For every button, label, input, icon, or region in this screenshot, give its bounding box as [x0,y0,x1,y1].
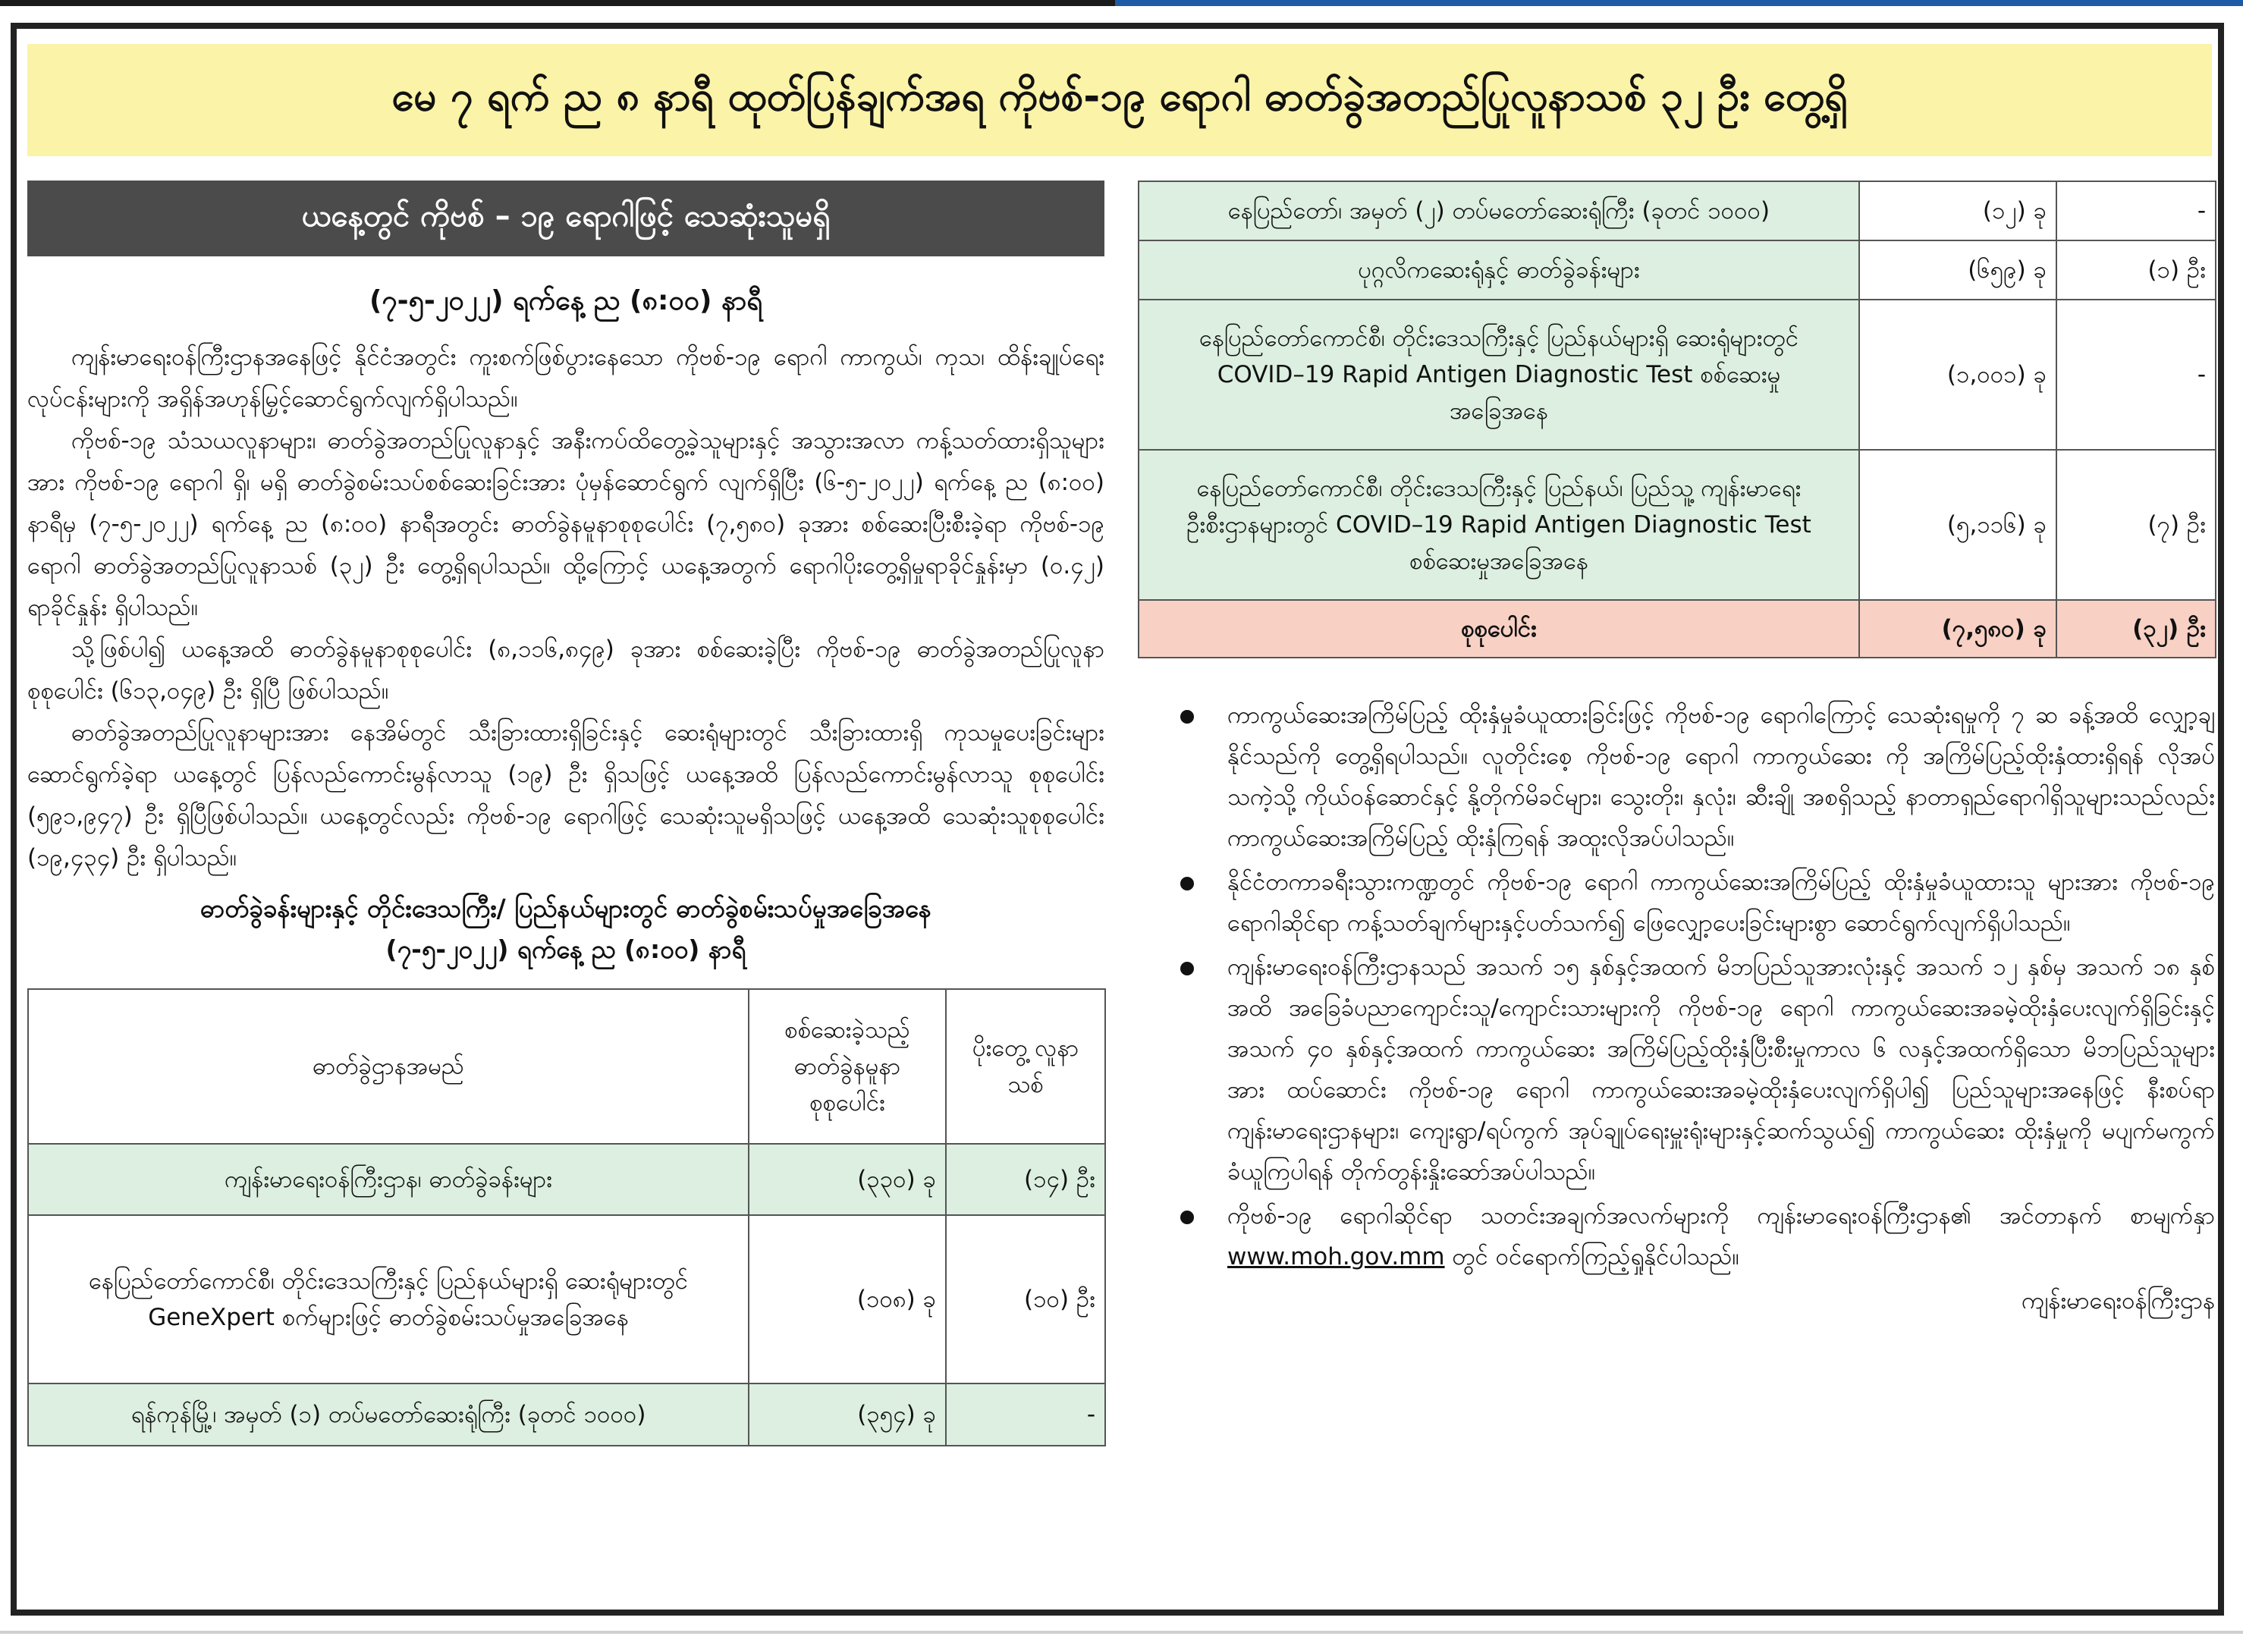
table-row [28,1215,1105,1383]
bullet-item [1138,947,2215,1192]
table-heading [27,888,1104,970]
paragraph: ဓာတ်ခွဲအတည်ပြုလူနာများအား နေအိမ်တွင် သီးခြားထားရှိခြင်းနှင့် ဆေးရုံများတွင် သီးခြားထားရှိ ကုသမှုပေးခြင်းများ ဆောင်ရွက်ခဲ့ရာ ယနေ့တွင် ပြန်လည်ကောင်းမွန်လာသူ (၁၉) ဦး ရှိသဖြင့် ယနေ့အထိ ပြန်လည်ကောင်းမွန်လာသူ စုစုပေါင်း (၅၉၁,၉၄၇) ဦး ရှိပြီဖြစ်ပါသည်။ ယနေ့တွင်လည်း ကိုဗစ်-၁၉ ရောဂါဖြင့် သေဆုံးသူမရှိသဖြင့် ယနေ့အထိ သေဆုံးသူစုစုပေါင်း (၁၉,၄၃၄) ဦး ရှိပါသည်။ [27,719,1104,872]
death-banner-text: ယနေ့တွင် ကိုဗစ် – ၁၉ ရောဂါဖြင့် သေဆုံးသူမရှိ [301,198,831,234]
table-row [1139,450,2216,600]
lab-table-right [1138,181,2216,658]
table-row [1139,240,2216,300]
samples-value: (၆၅၉) ခု [1859,240,2056,300]
lab-name: နေပြည်တော်ကောင်စီ၊ တိုင်းဒေသကြီးနှင့် ပြည်နယ်များရှိ ဆေးရုံများတွင် COVID–19 Rapid Antigen Diagnostic Test စစ်ဆေးမှုအခြေအနေ [1139,300,1859,450]
positive-value: (၁) ဦး [2056,240,2216,300]
positive-value: (၇) ဦး [2056,450,2216,600]
bullet-dot-icon [1180,962,1194,975]
total-samples: (၇,၅၈၀) ခု [1859,600,2056,658]
total-label: စုစုပေါင်း [1139,600,1859,658]
table-row [1139,300,2216,450]
paragraph: သို့ဖြစ်ပါ၍ ယနေ့အထိ ဓာတ်ခွဲနမူနာစုစုပေါင်း (၈,၁၁၆,၈၄၉) ခုအား စစ်ဆေးခဲ့ပြီး ကိုဗစ်-၁၉ ဓာတ်ခွဲအတည်ပြုလူနာ စုစုပေါင်း (၆၁၃,၀၄၉) ဦး ရှိပြီ ဖြစ်ပါသည်။ [27,636,1104,705]
table-row [28,1144,1105,1215]
bullet-dot-icon [1180,710,1194,724]
death-banner [27,181,1104,256]
bullet-dot-icon [1180,877,1194,890]
signature: ကျန်းမာရေးဝန်ကြီးဌာန [2022,1287,2215,1314]
headline: မေ ၇ ရက် ည ၈ နာရီ ထုတ်ပြန်ချက်အရ ကိုဗစ်-၁၉ ရောဂါ ဓာတ်ခွဲအတည်ပြုလူနာသစ် ၃၂ ဦး တွေ့ရှိ [391,74,1848,120]
lab-table-left [27,988,1106,1446]
table-header-row [28,989,1105,1144]
bullet-text: ကာကွယ်ဆေးအကြိမ်ပြည့် ထိုးနှံမှုခံယူထားခြင်းဖြင့် ကိုဗစ်-၁၉ ရောဂါကြောင့် သေဆုံးရမှုကို ၇ ဆ ခန့်အထိ လျှော့ချနိုင်သည်ကို တွေ့ရှိရပါသည်။ လူတိုင်းစေ့ ကိုဗစ်-၁၉ ရောဂါ ကာကွယ်ဆေး ကို အကြိမ်ပြည့်ထိုးနှံထားရှိရန် လိုအပ်သကဲ့သို့ ကိုယ်ဝန်ဆောင်နှင့် နို့တိုက်မိခင်များ၊ သွေးတိုး၊ နှလုံး၊ ဆီးချို အစရှိသည့် နာတာရှည်ရောဂါရှိသူများသည်လည်း ကာကွယ်ဆေးအကြိမ်ပြည့် ထိုးနှံကြရန် အထူးလိုအပ်ပါသည်။ [1227,702,2215,852]
lab-name: ရန်ကုန်မြို့၊ အမှတ် (၁) တပ်မတော်ဆေးရုံကြီး (ခုတင် ၁၀၀၀) [28,1383,749,1446]
table-row [28,1383,1105,1446]
bullet-list [1138,695,2215,1321]
table-heading-line2: (၇-၅-၂၀၂၂) ရက်နေ့ ည (၈:၀၀) နာရီ [385,934,746,964]
samples-value: (၃၃၀) ခု [749,1144,946,1215]
date-line: (၇-၅-၂၀၂၂) ရက်နေ့ ည (၈:၀၀) နာရီ [369,285,763,316]
moh-website-link[interactable]: www.moh.gov.mm [1227,1243,1445,1270]
table-row [1139,181,2216,240]
lab-name: နေပြည်တော်ကောင်စီ၊ တိုင်းဒေသကြီးနှင့် ပြည်နယ်၊ ပြည်သူ့ ကျန်းမာရေးဦးစီးဌာနများတွင် COVID–19 Rapid Antigen Diagnostic Test စစ်ဆေးမှုအခြေအနေ [1139,450,1859,600]
top-rule-blue [1115,0,2243,6]
bullet-text: နိုင်ငံတကာခရီးသွားကဏ္ဍတွင် ကိုဗစ်-၁၉ ရောဂါ ကာကွယ်ဆေးအကြိမ်ပြည့် ထိုးနှံမှုခံယူထားသူ များအား ကိုဗစ်-၁၉ ရောဂါဆိုင်ရာ ကန့်သတ်ချက်များနှင့်ပတ်သက်၍ ဖြေလျှော့ပေးခြင်းများစွာ ဆောင်ရွက်လျက်ရှိပါသည်။ [1227,868,2215,937]
lab-name: နေပြည်တော်၊ အမှတ် (၂) တပ်မတော်ဆေးရုံကြီး (ခုတင် ၁၀၀၀) [1139,181,1859,240]
header-samples: စစ်ဆေးခဲ့သည့် ဓာတ်ခွဲနမူနာ စုစုပေါင်း [749,989,946,1144]
samples-value: (၅,၁၁၆) ခု [1859,450,2056,600]
headline-banner [27,44,2212,156]
bullet-text-before: ကိုဗစ်-၁၉ ရောဂါဆိုင်ရာ သတင်းအချက်အလက်များကို ကျန်းမာရေးဝန်ကြီးဌာန၏ အင်တာနက် စာမျက်နှာ [1227,1202,2215,1230]
bullet-text-after: တွင် ဝင်ရောက်ကြည့်ရှုနိုင်ပါသည်။ [1444,1243,1739,1270]
positive-value: - [2056,300,2216,450]
paragraph: ကျန်းမာရေးဝန်ကြီးဌာနအနေဖြင့် နိုင်ငံအတွင်း ကူးစက်ဖြစ်ပွားနေသော ကိုဗစ်-၁၉ ရောဂါ ကာကွယ်၊ ကုသ၊ ထိန်းချုပ်ရေးလုပ်ငန်းများကို အရှိန်အဟုန်မြှင့်ဆောင်ရွက်လျက်ရှိပါသည်။ [27,344,1104,413]
bottom-rule [0,1631,2243,1634]
total-row [1139,600,2216,658]
bullet-text: ကျန်းမာရေးဝန်ကြီးဌာနသည် အသက် ၁၅ နှစ်နှင့်အထက် မိဘပြည်သူအားလုံးနှင့် အသက် ၁၂ နှစ်မှ အသက် ၁၈ နှစ်အထိ အခြေခံပညာကျောင်းသူ/ကျောင်းသားများကို ကိုဗစ်-၁၉ ရောဂါ ကာကွယ်ဆေးအခမဲ့ထိုးနှံပေးလျက်ရှိခြင်းနှင့် အသက် ၄၀ နှစ်နှင့်အထက် ကာကွယ်ဆေး အကြိမ်ပြည့်ထိုးနှံပြီးစီးမှုကာလ ၆ လနှင့်အထက်ရှိသော မိဘပြည်သူများအား ထပ်ဆောင်း ကိုဗစ်-၁၉ ရောဂါ ကာကွယ်ဆေးအခမဲ့ထိုးနှံပေးလျက်ရှိပါ၍ ပြည်သူများအနေဖြင့် နီးစပ်ရာ ကျန်းမာရေးဌာနများ၊ ကျေးရွာ/ရပ်ကွက် အုပ်ချုပ်ရေးမှူးရုံးများနှင့်ဆက်သွယ်၍ ကာကွယ်ဆေး ထိုးနှံမှုကို မပျက်မကွက်ခံယူကြပါရန် တိုက်တွန်းနှိုးဆော်အပ်ပါသည်။ [1227,953,2215,1186]
bullet-item [1138,695,2215,859]
positive-value: (၁၀) ဦး [946,1215,1105,1383]
samples-value: (၃၅၄) ခု [749,1383,946,1446]
total-positive: (၃၂) ဦး [2056,600,2216,658]
right-column [1138,181,2215,1321]
header-lab-name: ဓာတ်ခွဲဌာနအမည် [28,989,749,1144]
samples-value: (၁,၀၀၁) ခု [1859,300,2056,450]
bullet-item [1138,862,2215,944]
positive-value: (၁၄) ဦး [946,1144,1105,1215]
lab-name: ကျန်းမာရေးဝန်ကြီးဌာန၊ ဓာတ်ခွဲခန်းများ [28,1144,749,1215]
lab-name: နေပြည်တော်ကောင်စီ၊ တိုင်းဒေသကြီးနှင့် ပြည်နယ်များရှိ ဆေးရုံများတွင် GeneXpert စက်များဖြင့် ဓာတ်ခွဲစမ်းသပ်မှုအခြေအနေ [28,1215,749,1383]
left-column [27,181,1104,1446]
table-heading-line1: ဓာတ်ခွဲခန်းများနှင့် တိုင်းဒေသကြီး/ ပြည်နယ်များတွင် ဓာတ်ခွဲစမ်းသပ်မှုအခြေအနေ [200,894,931,923]
bullet-dot-icon [1180,1211,1194,1224]
top-rule-dark [0,0,1115,6]
paragraph: ကိုဗစ်-၁၉ သံသယလူနာများ၊ ဓာတ်ခွဲအတည်ပြုလူနာနှင့် အနီးကပ်ထိတွေ့ခဲ့သူများနှင့် အသွားအလာ ကန့်သတ်ထားရှိသူများအား ကိုဗစ်-၁၉ ရောဂါ ရှိ၊ မရှိ ဓာတ်ခွဲစမ်းသပ်စစ်ဆေးခြင်းအား ပုံမှန်ဆောင်ရွက် လျက်ရှိပြီး (၆-၅-၂၀၂၂) ရက်နေ့ ည (၈:၀၀) နာရီမှ (၇-၅-၂၀၂၂) ရက်နေ့ ည (၈:၀၀) နာရီအတွင်း ဓာတ်ခွဲနမူနာစုစုပေါင်း (၇,၅၈၀) ခုအား စစ်ဆေးပြီးစီးခဲ့ရာ ကိုဗစ်-၁၉ ရောဂါ ဓာတ်ခွဲအတည်ပြုလူနာသစ် (၃၂) ဦး တွေ့ရှိရပါသည်။ ထို့ကြောင့် ယနေ့အတွက် ရောဂါပိုးတွေ့ရှိမှုရာခိုင်နှုန်းမှာ (၀.၄၂) ရာခိုင်နှုန်း ရှိပါသည်။ [27,427,1104,621]
samples-value: (၁၂) ခု [1859,181,2056,240]
samples-value: (၁၀၈) ခု [749,1215,946,1383]
lab-name: ပုဂ္ဂလိကဆေးရုံနှင့် ဓာတ်ခွဲခန်းများ [1139,240,1859,300]
header-positive: ပိုးတွေ့ လူနာသစ် [946,989,1105,1144]
bullet-item [1138,1195,2215,1277]
positive-value: - [946,1383,1105,1446]
positive-value: - [2056,181,2216,240]
